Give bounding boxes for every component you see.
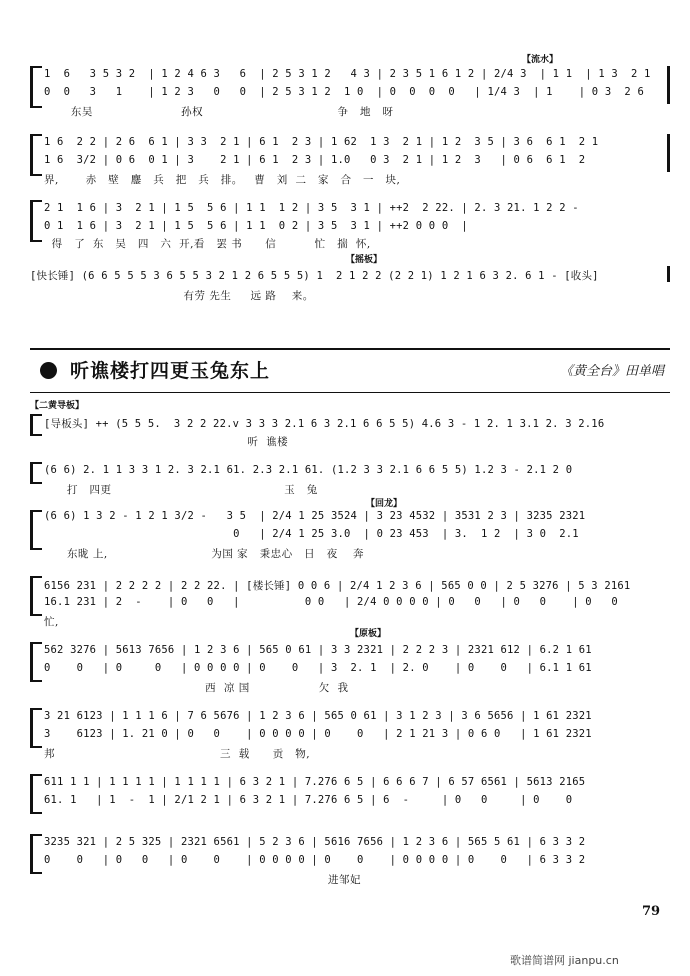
score-system-12 (30, 830, 670, 894)
system-brace (30, 774, 42, 814)
accompaniment-line: 61. 1 | 1 - 1 | 2/1 2 1 | 6 3 2 1 | 7.276 6 5 | 6 - | 0 0 | 0 0 (44, 794, 573, 806)
lyrics-line: 得 了 东 吴 四 六 开,看 罢 书 信 忙 揣 怀, (44, 238, 371, 250)
marker-huilong: 【回龙】 (366, 499, 403, 509)
system-brace (30, 462, 42, 484)
lyrics-line: 东吴 孙权 争 地 呀 (44, 106, 394, 118)
score-system-4 (30, 255, 670, 306)
system-end-bar (667, 134, 670, 172)
system-brace (30, 134, 42, 176)
lyrics-line: 听 谯楼 (44, 436, 289, 448)
score-system-6 (30, 460, 670, 500)
section-source: 《黄全台》田单唱 (559, 364, 664, 379)
system-end-bar (667, 66, 670, 104)
accompaniment-line: 0 0 3 1 | 1 2 3 0 0 | 2 5 3 1 2 1 0 | 0 0 0 0 | 1/4 3 | 1 | 0 3 2 6 (44, 86, 644, 98)
accompaniment-line: 0 0 | 0 0 | 0 0 0 0 | 0 0 | 3 2. 1 | 2. 0 | 0 0 | 6.1 1 61 (44, 662, 592, 674)
melody-line: [导板头] ++ (5 5 5. 3 2 2 22.v 3 3 3 2.1 6 3 2.1 6 6 5 5) 4.6 3 - 1 2. 1 3.1 2. 3 2.16 (44, 418, 605, 430)
accompaniment-line: 0 1 1 6 | 3 2 1 | 1 5 5 6 | 1 1 0 2 | 3 5 3 1 | ++2 0 0 0 | (44, 220, 468, 232)
marker-erhuang-daoban: 【二黄导板】 (30, 401, 85, 411)
score-system-11 (30, 770, 670, 822)
lyrics-line: 有劳 先生 远 路 来。 (30, 290, 314, 302)
marker-liushui: 【流水】 (522, 55, 559, 65)
system-brace (30, 200, 42, 242)
melody-line: (6 6) 1 3 2 - 1 2 1 3/2 - 3 5 | 2/4 1 25 3524 | 3 23 4532 | 3531 2 3 | 3235 2321 (44, 510, 586, 522)
accompaniment-line: 1 6 3/2 | 0 6 0 1 | 3 2 1 | 6 1 2 3 | 1.0 0 3 2 1 | 1 2 3 | 0 6 6 1 2 (44, 154, 586, 166)
score-system-2 (30, 130, 670, 190)
bullet-icon (40, 362, 57, 379)
score-system-1 (30, 55, 670, 122)
lyrics-line: 东昽 上, 为国 家 秉忠心 日 夜 奔 (44, 548, 365, 560)
marker-yaoban: 【摇板】 (346, 255, 383, 265)
melody-line: 562 3276 | 5613 7656 | 1 2 3 6 | 565 0 61 | 3 3 2321 | 2 2 2 3 | 2321 612 | 6.2 1 61 (44, 644, 592, 656)
section-title: 听谯楼打四更玉兔东上 (70, 360, 271, 382)
lyrics-line: 进邹妃 (44, 874, 361, 886)
melody-line: 1 6 3 5 3 2 | 1 2 4 6 3 6 | 2 5 3 1 2 4 3 | 2 3 5 1 6 1 2 | 2/4 3 | 1 1 | 1 3 2 1 (44, 68, 651, 80)
section-title-bar (30, 348, 670, 393)
melody-line: 3 21 6123 | 1 1 1 6 | 7 6 5676 | 1 2 3 6 | 565 0 61 | 3 1 2 3 | 3 6 5656 | 1 61 2321 (44, 710, 592, 722)
melody-line: 1 6 2 2 | 2 6 6 1 | 3 3 2 1 | 6 1 2 3 | 1 62 1 3 2 1 | 1 2 3 5 | 3 6 6 1 2 1 (44, 136, 599, 148)
accompaniment-line: 0 | 2/4 1 25 3.0 | 0 23 453 | 3. 1 2 | 3 0 2.1 (44, 528, 579, 540)
lyrics-line: 忙, (44, 616, 59, 628)
system-end-bar (667, 266, 670, 282)
score-system-5 (30, 400, 670, 450)
score-system-7 (30, 500, 670, 562)
system-brace (30, 834, 42, 874)
accompaniment-line: 3 6123 | 1. 21 0 | 0 0 | 0 0 0 0 | 0 0 | 2 1 21 3 | 0 6 0 | 1 61 2321 (44, 728, 592, 740)
melody-line: 611 1 1 | 1 1 1 1 | 1 1 1 1 | 6 3 2 1 | 7.276 6 5 | 6 6 6 7 | 6 57 6561 | 5613 2165 (44, 776, 586, 788)
system-brace (30, 642, 42, 682)
score-system-3 (30, 196, 670, 252)
lyrics-line: 打 四更 玉 兔 (44, 484, 318, 496)
melody-line: 3235 321 | 2 5 325 | 2321 6561 | 5 2 3 6 | 5616 7656 | 1 2 3 6 | 565 5 61 | 6 3 3 2 (44, 836, 586, 848)
melody-line: (6 6) 2. 1 1 3 3 1 2. 3 2.1 61. 2.3 2.1 61. (1.2 3 3 2.1 6 6 5 5) 1.2 3 - 2.1 2 0 (44, 464, 573, 476)
melody-line: 6156 231 | 2 2 2 2 | 2 2 22. | [楼长锤] 0 0 6 | 2/4 1 2 3 6 | 565 0 0 | 2 5 3276 | 5 3 2161 (44, 580, 631, 592)
score-system-9 (30, 629, 670, 696)
score-system-8 (30, 572, 670, 628)
system-brace (30, 708, 42, 748)
score-system-10 (30, 702, 670, 766)
system-brace (30, 576, 42, 616)
marker-yuanban: 【原板】 (350, 629, 387, 639)
system-brace (30, 414, 42, 436)
melody-line: 2 1 1 6 | 3 2 1 | 1 5 5 6 | 1 1 1 2 | 3 5 3 1 | ++2 2 22. | 2. 3 21. 1 2 2 - (44, 202, 579, 214)
accompaniment-line: 0 0 | 0 0 | 0 0 | 0 0 0 0 | 0 0 | 0 0 0 0 | 0 0 | 6 3 3 2 (44, 854, 586, 866)
lyrics-line: 邦 三 载 贡 物, (44, 748, 311, 760)
page-number: 79 (642, 904, 661, 919)
system-brace (30, 66, 42, 108)
melody-line: [快长锤] (6 6 5 5 5 3 6 5 5 3 2 1 2 6 5 5 5) 1 2 1 2 2 (2 2 1) 1 2 1 6 3 2. 6 1 - [收头] (30, 270, 599, 282)
lyrics-line: 界, 赤 壁 鏖 兵 把 兵 排。 曹 刘 二 家 合 一 块, (44, 174, 401, 186)
system-brace (30, 510, 42, 550)
lyrics-line: 西 凉 国 欠 我 (44, 682, 349, 694)
accompaniment-line: 16.1 231 | 2 - | 0 0 | 0 0 | 2/4 0 0 0 0 | 0 0 | 0 0 | 0 0 (44, 596, 618, 608)
watermark: 歌谱简谱网 jianpu.cn (510, 954, 619, 967)
